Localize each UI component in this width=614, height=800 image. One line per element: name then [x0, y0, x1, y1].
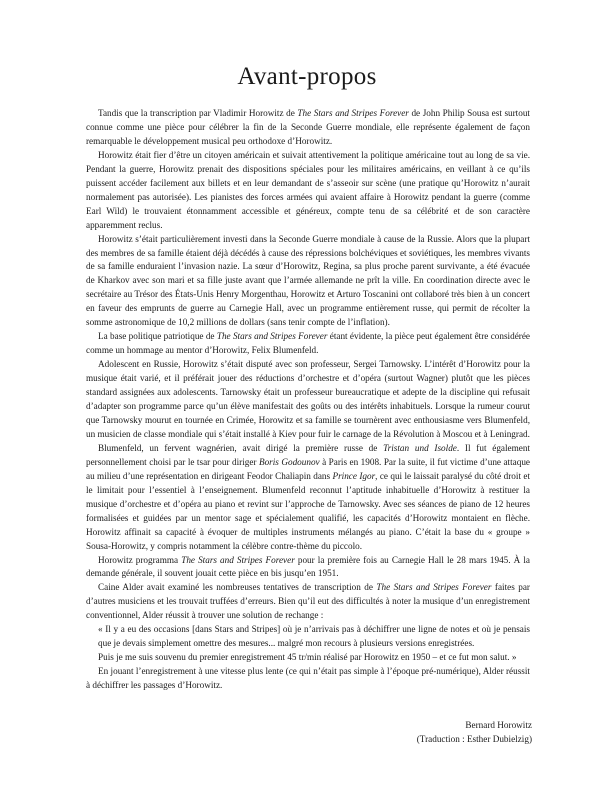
text-run: . Il fut également personnellement choisi par le tsar pour diriger	[86, 442, 530, 467]
signature-block	[417, 718, 532, 746]
paragraph	[86, 581, 530, 623]
page-title: Avant-propos	[237, 63, 377, 90]
paragraph	[86, 233, 530, 331]
paragraph	[86, 358, 530, 442]
body-text	[86, 107, 530, 693]
text-run: , ce qui le laissait paralysé du côté droit et le limitait pour l’essentiel à l’enseignement. Blumenfeld reconnut l’aptitude inhabituelle d’Horowitz à restituer la musique d’orchestre et d’opéra au piano et revint sur l’approche de Tarnowsky. Avec ses séances de piano de 12 heures formalisées et guidées par un mentor sage et spécialement qualifié, les capacités d’Horowitz montaient en flèche. Horowitz affinait sa capacité à évoquer de multiples instruments mélangés au piano. C’était la base du « groupe » Sousa-Horowitz, y compris notamment la célèbre contre-thème du piccolo.	[86, 470, 531, 551]
text-run: Horowitz s’était particulièrement investi dans la Seconde Guerre mondiale à cause de la Russie. Alors que la plupart des membres de sa famille étaient déjà décédés à cause des répressions bolchéviques et soviétiques, les membres vivants de sa famille enduraient l’invasion nazie. La sœur d’Horowitz, Regina, sa plus proche parent survivante, a été évacuée de Kharkov avec son mari et sa fille juste avant que l’armée allemande ne prît la ville. En coordination directe avec le secrétaire au Trésor des États-Unis Henry Morgenthau, Horowitz et Arturo Toscanini ont collaboré très bien à un concert en faveur des emprunts de guerre au Carnegie Hall, avec un programme entièrement russe, qui permit de récolter la somme astronomique de 10,2 millions de dollars (sans tenir compte de l’inflation).	[86, 233, 530, 328]
text-run: Blumenfeld, un fervent wagnérien, avait dirigé la première russe de	[98, 442, 384, 453]
work-title: Prince Igor	[332, 470, 376, 481]
text-run: de John Philip Sousa est surtout connue comme une pièce pour célébrer la fin de la Seconde Guerre mondiale, elle représente également de façon remarquable le développement musical peu orthodoxe d’Horowitz.	[86, 108, 530, 146]
translator-credit: (Traduction : Esther Dubielzig)	[416, 734, 532, 744]
work-title: The Stars and Stripes Forever	[181, 554, 295, 565]
paragraph	[86, 554, 530, 582]
text-run: Horowitz programma	[98, 554, 182, 565]
work-title: The Stars and Stripes Forever	[297, 108, 409, 118]
paragraph: En jouant l’enregistrement à une vitesse plus lente (ce qui n’était pas simple à l’époque pré-numérique), Alder réussit à déchiffrer les passages d’Horowitz.	[86, 666, 530, 691]
quote-line: « Il y a eu des occasions [dans Stars and Stripes] où je n’arrivais pas à déchiffrer une ligne de notes et où je pensais que je devais simplement omettre des mesures... malgré mon recours à plusieurs versions enregistrées.	[98, 624, 530, 649]
quote-line: Puis je me suis souvenu du premier enregistrement 45 tr/min réalisé par Horowitz en 1950 – et ce fut mon salut. »	[98, 652, 517, 663]
text-run: à Paris en 1908. Par la suite, il fut victime d’une attaque au milieu d’une représentation en dirigeant Feodor Chaliapin dans	[86, 456, 531, 481]
work-title: The Stars and Stripes Forever	[376, 582, 492, 593]
text-run: pour la première fois au Carnegie Hall le 28 mars 1945. À la demande générale, il souvent jouait cette pièce en bis jusqu’en 1951.	[86, 554, 530, 579]
text-run: Adolescent en Russie, Horowitz s’était disputé avec son professeur, Sergei Tarnowsky. L’intérêt d’Horowitz pour la musique était varié, et il préférait jouer des réductions d’orchestre et d’opéra (surtout Wagner) plutôt que les pièces standard assignées aux adolescents. Tarnowsky était un professeur bureaucratique et adepte de la discipline qui refusait d’adapter son programme parce qu’un élève manifestait des goûts ou des intérêts inhabituels. Lorsque la rumeur courut que Tarnowsky mourut en tournée en Crimée, Horowitz et sa famille se tournèrent avec enthousiasme vers Blumenfeld, un musicien de classe mondiale qui s’était installé à Kiev pour fuir le carnage de la Révolution à Moscou et à Leningrad.	[86, 359, 530, 439]
paragraph	[86, 149, 530, 233]
work-title: Boris Godounov	[258, 456, 320, 467]
text-run: La base politique patriotique de	[98, 331, 217, 342]
text-run: faites par d’autres musiciens et les trouvait truffées d’erreurs. Bien qu’il eut des difficultés à noter la musique d’un enregistrement conventionnel, Alder réussit à trouver une solution de rechange :	[86, 582, 530, 621]
paragraph	[86, 330, 530, 358]
paragraph	[86, 107, 530, 149]
paragraph	[86, 442, 530, 554]
text-run: Tandis que la transcription par Vladimir Horowitz de	[98, 108, 298, 118]
work-title: The Stars and Stripes Forever	[216, 331, 328, 342]
work-title: Tristan und Isolde	[383, 442, 457, 453]
author-name: Bernard Horowitz	[465, 720, 532, 730]
text-run: étant évidente, la pièce peut également être considérée comme un hommage au mentor d’Horowitz, Felix Blumenfeld.	[86, 331, 530, 356]
text-run: Horowitz était fier d’être un citoyen américain et suivait attentivement la politique américaine tout au long de sa vie. Pendant la guerre, Horowitz prenait des dispositions spéciales pour les militaires américains, en veillant à ce qu’ils puissent accéder facilement aux billets et en leur demandant de s’asseoir sur scène (une pratique qu’Horowitz n’aurait normalement pas autorisée). Les pianistes des forces armées qui avaient affaire à Horowitz pendant la guerre (comme Earl Wild) le trouvaient étonnamment accessible et généreux, compte tenu de sa célébrité et de son caractère apparemment reclus.	[86, 149, 530, 230]
text-run: Caine Alder avait examiné les nombreuses tentatives de transcription de	[98, 582, 377, 593]
